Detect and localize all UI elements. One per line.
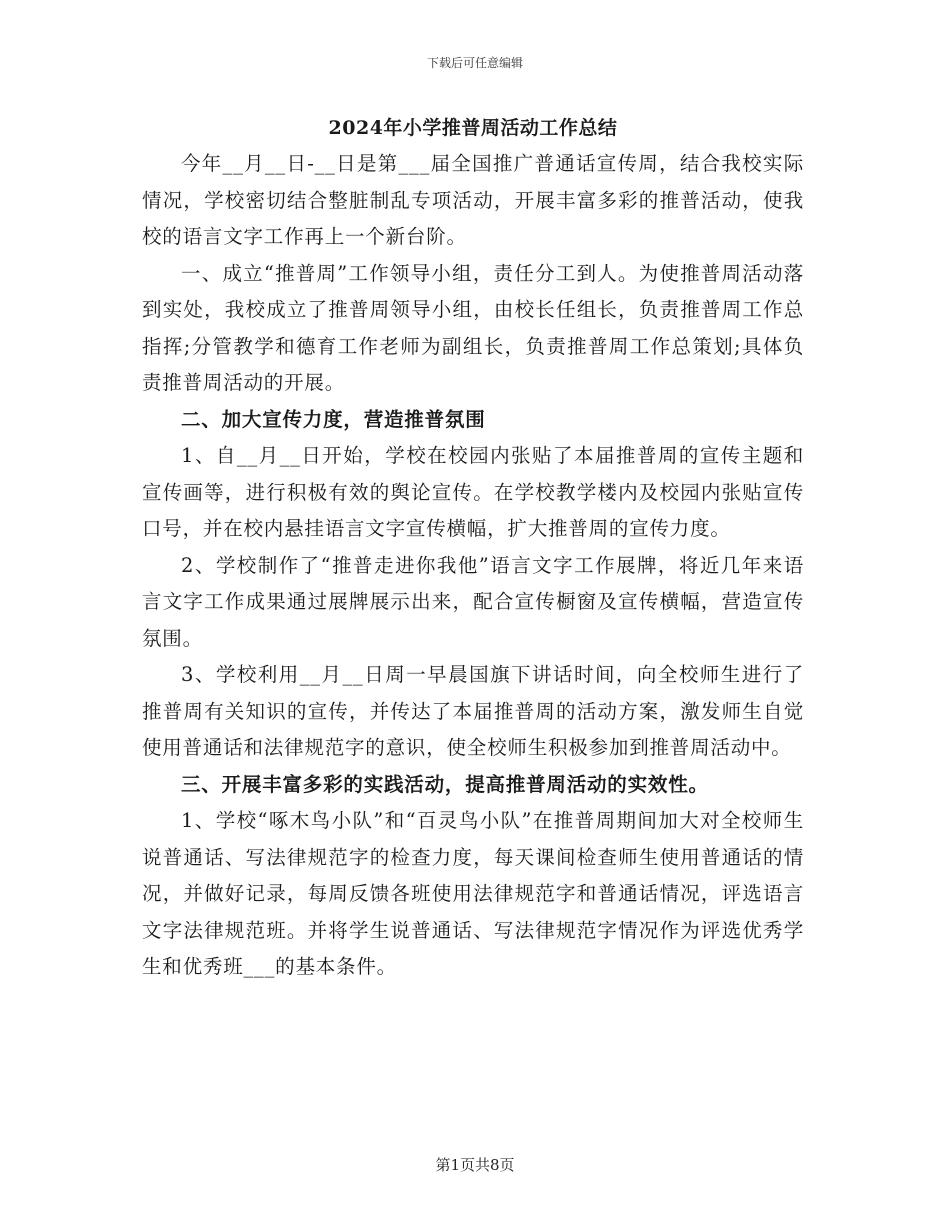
document-title: 2024年小学推普周活动工作总结 bbox=[328, 117, 618, 139]
paragraph-section-one: 一、成立“推普周”工作领导小组，责任分工到人。为使推普周活动落到实处，我校成立了推普周领导小组，由校长任组长，负责推普周工作总指挥;分管教学和德育工作老师为副组长，负责推普周工作总策划;具体负责推普周活动的开展。 bbox=[142, 261, 804, 394]
paragraph-item-2-3: 3、学校利用__月__日周一早晨国旗下讲话时间，向全校师生进行了推普周有关知识的宣传，并传达了本届推普周的活动方案，激发师生自觉使用普通话和法律规范字的意识，使全校师生积极参加到推普周活动中。 bbox=[142, 663, 804, 759]
section-heading-two: 二、加大宣传力度，营造推普氛围 bbox=[181, 407, 486, 431]
paragraph-item-2-1: 1、自__月__日开始，学校在校园内张贴了本届推普周的宣传主题和宣传画等，进行积极有效的舆论宣传。在学校教学楼内及校园内张贴宣传口号，并在校内悬挂语言文字宣传横幅，扩大推普周的宣传力度。 bbox=[142, 444, 804, 540]
paragraph-item-2-2: 2、学校制作了“推普走进你我他”语言文字工作展牌，将近几年来语言文字工作成果通过展牌展示出来，配合宣传橱窗及宣传横幅，营造宣传氛围。 bbox=[142, 553, 804, 650]
page-footer: 第1页共8页 bbox=[435, 1156, 515, 1174]
paragraph-item-3-1: 1、学校“啄木鸟小队”和“百灵鸟小队”在推普周期间加大对全校师生说普通话、写法律规范字的检查力度，每天课间检查师生使用普通话的情况，并做好记录，每周反馈各班使用法律规范字和普通话情况，评选语言文字法律规范班。并将学生说普通话、写法律规范字情况作为评选优秀学生和优秀班___的基本条件。 bbox=[142, 809, 804, 978]
section-heading-three: 三、开展丰富多彩的实践活动，提高推普周活动的实效性。 bbox=[181, 772, 709, 796]
page-header-note: 下载后可任意编辑 bbox=[426, 56, 523, 70]
paragraph-intro: 今年__月__日-__日是第___届全国推广普通话宣传周，结合我校实际情况，学校密切结合整脏制乱专项活动，开展丰富多彩的推普活动，使我校的语言文字工作再上一个新台阶。 bbox=[142, 152, 804, 248]
document-body bbox=[142, 110, 804, 986]
